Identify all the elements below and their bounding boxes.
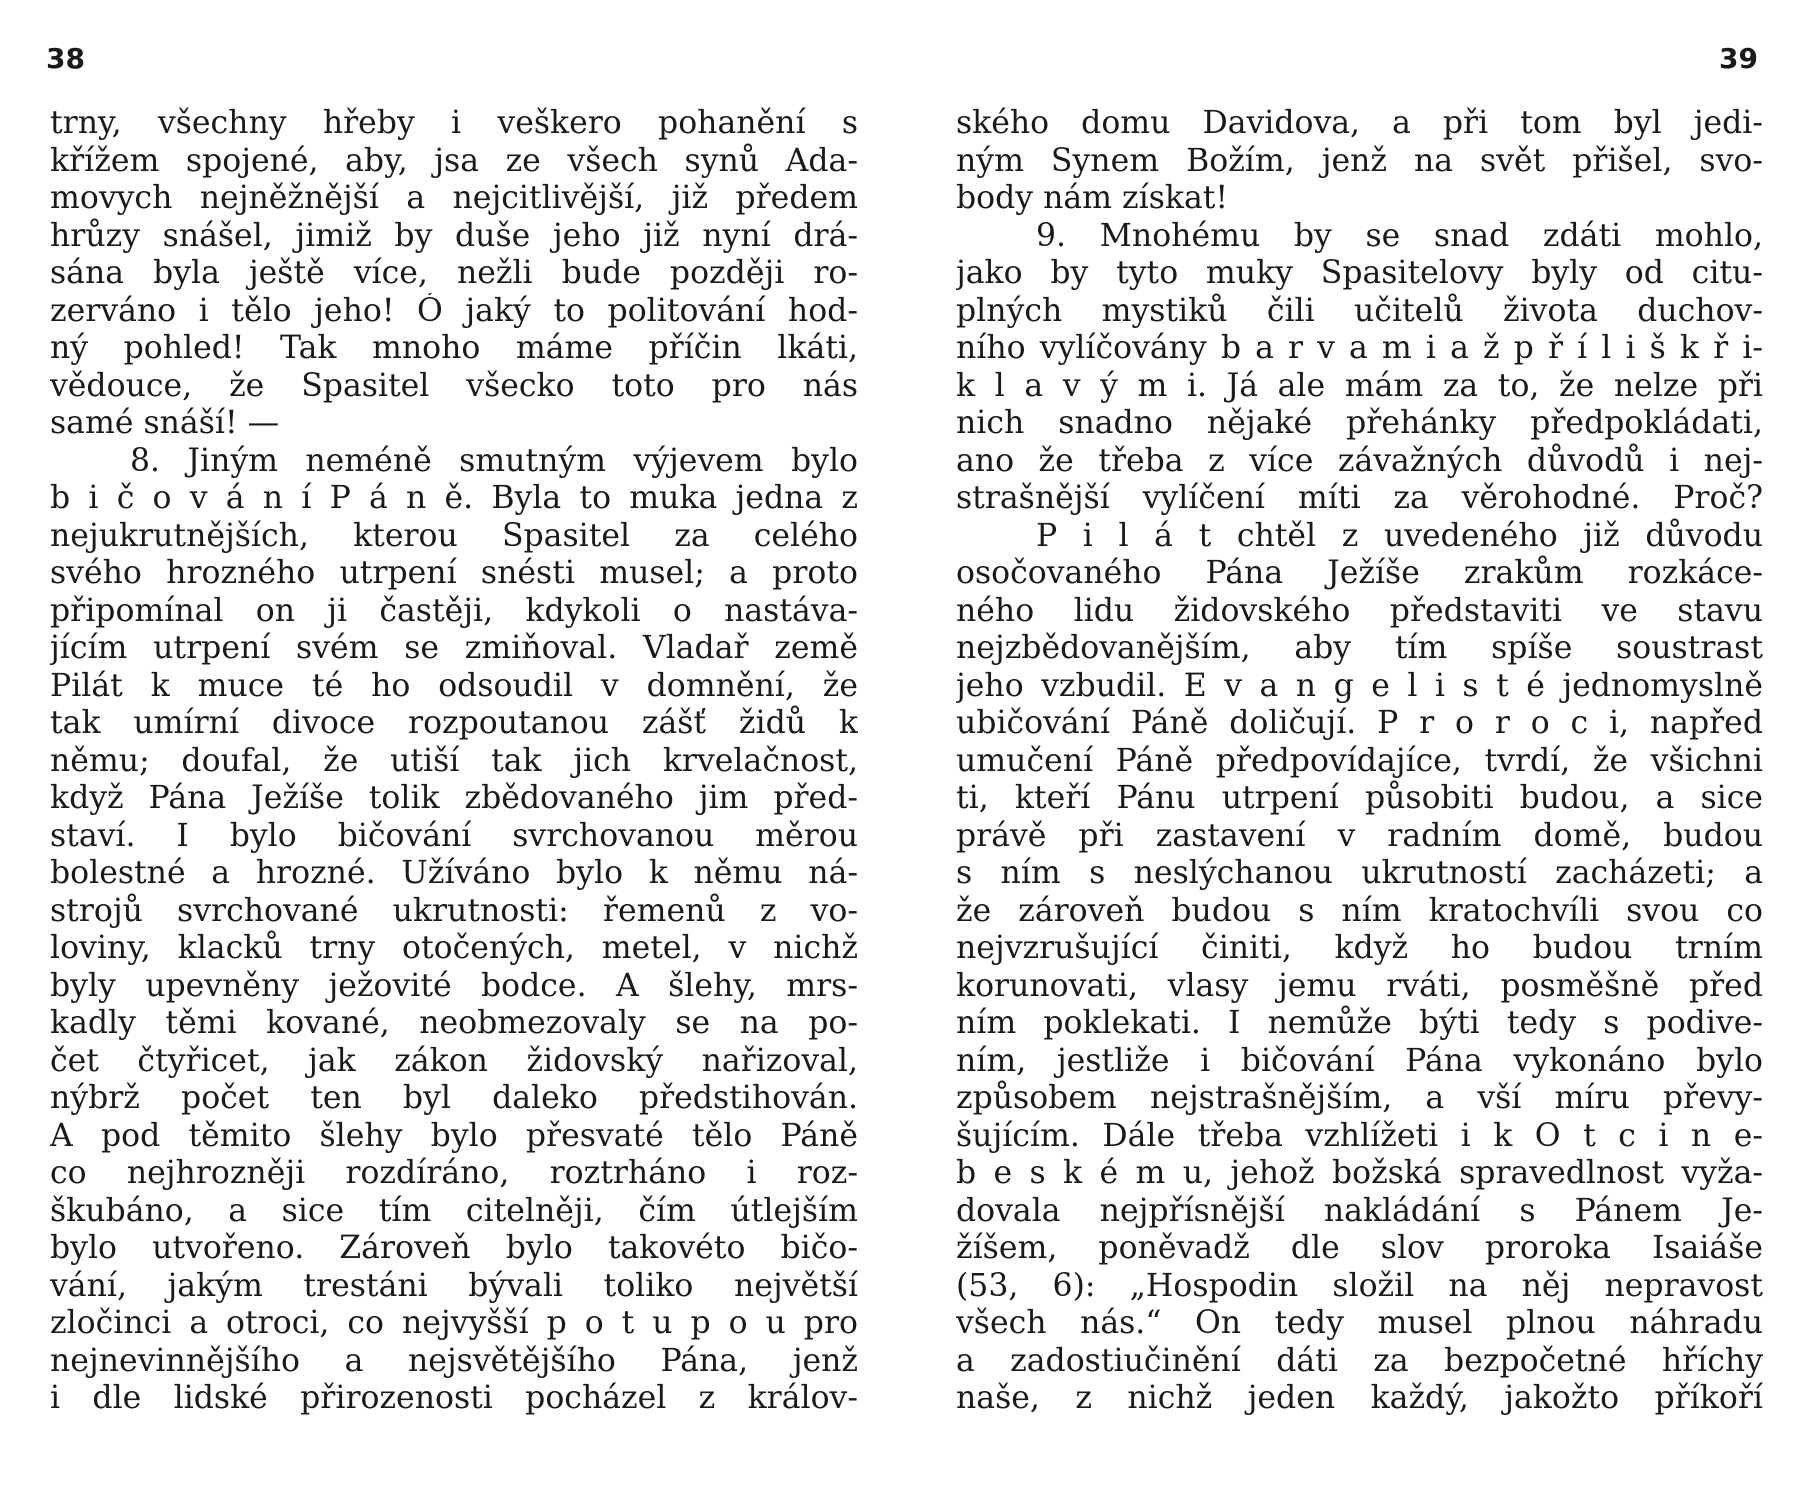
text-line: všech nás.“ On tedy musel plnou náhradu [956,1305,1763,1341]
text-line: nejzbědovanějším, aby tím spíše soustrast [956,630,1763,666]
text-line: hrůzy snášel, jimiž by duše jeho již nyní drá- [50,217,858,254]
text-line: samé snáší! — [50,405,280,441]
text-line: k l a v ý m i. Já ale mám za to, že nelze při [956,367,1763,404]
text-line: P i l á t chtěl z uvedeného již důvodu [1036,517,1763,554]
text-line: jeho vzbudil. E v a n g e l i s t é jednomyslně [956,667,1763,704]
text-line: žíšem, poněvadž dle slov proroka Isaiáše [956,1230,1763,1266]
text-line: plných mystiků čili učitelů života duchov- [956,292,1763,329]
text-line: ním, jestliže i bičování Pána vykonáno bylo [956,1042,1763,1079]
text-line: zerváno i tělo jeho! Ó jaký to politování hod- [50,292,858,329]
text-line: korunovati, vlasy jemu rváti, posměšně před [956,967,1763,1004]
text-line: ného lidu židovského představiti ve stavu [956,592,1763,629]
text-line: body nám získat! [956,180,1229,216]
text-line: strojů svrchované ukrutnosti: řemenů z vo- [50,892,858,929]
text-line: dovala nejpřísnější nakládání s Pánem Je- [956,1192,1763,1229]
text-line: strašnější vylíčení míti za věrohodné. Proč? [956,480,1763,516]
text-line: ti, kteří Pánu utrpení působiti budou, a sice [956,780,1763,816]
text-line: ního vylíčovány b a r v a m i a ž p ř í l i š k ř i- [956,330,1763,366]
text-line: nejnevinnějšího a nejsvětějšího Pána, jenž [50,1342,858,1379]
text-line: ano že třeba z více závažných důvodů i nej- [956,442,1763,479]
page-number: 39 [1719,42,1758,75]
text-line: jako by tyto muky Spasitelovy byly od citu- [956,255,1763,291]
text-line: když Pána Ježíše tolik zbědovaného jim před- [50,780,858,816]
text-line: ný pohled! Tak mnoho máme příčin lkáti, [50,330,858,366]
text-line: staví. I bylo bičování svrchovanou měrou [50,817,858,854]
text-line: b i č o v á n í P á n ě. Byla to muka jedna z [50,480,858,516]
text-line: i dle lidské přirozenosti pocházel z králov- [50,1380,858,1416]
text-line: způsobem nejstrašnějším, a vší míru převy- [956,1080,1763,1116]
right-page [901,0,1802,1500]
text-line: němu; doufal, že utiší tak jich krvelačnost, [50,742,858,779]
text-line: bylo utvořeno. Zároveň bylo takovéto bičo- [50,1230,858,1266]
text-line: (53, 6): „Hospodin složil na něj nepravost [956,1267,1763,1304]
text-line: čet čtyřicet, jak zákon židovský nařizoval, [50,1042,858,1079]
text-line: tak umírní divoce rozpoutanou zášť židů k [50,705,858,741]
text-line: loviny, klacků trny otočených, metel, v nichž [50,930,858,966]
text-line: ského domu Davidova, a při tom byl jedi- [956,105,1763,141]
text-line: trny, všechny hřeby i veškero pohanění s [50,105,858,141]
text-line: kadly těmi kované, neobmezovaly se na po- [50,1005,858,1041]
text-line: ním poklekati. I nemůže býti tedy s podive- [956,1005,1763,1041]
text-line: jícím utrpení svém se zmiňoval. Vladař země [50,630,858,666]
text-line: zločinci a otroci, co nejvyšší p o t u p o u pro [50,1305,858,1341]
text-line: A pod těmito šlehy bylo přesvaté tělo Páně [50,1117,858,1154]
text-line: osočovaného Pána Ježíše zrakům rozkácе- [956,555,1763,591]
text-line: bolestné a hrozné. Užíváno bylo k němu ná- [50,855,858,891]
text-line: křížem spojené, aby, jsa ze všech synů Ada- [50,142,858,179]
page-number: 38 [46,42,85,75]
text-line: ubičování Páně doličují. P r o r o c i, napřed [956,705,1763,741]
text-line: umučení Páně předpovídajíce, tvrdí, že všichni [956,742,1763,779]
text-line: šujícím. Dále třeba vzhlížeti i k O t c i n e- [956,1117,1763,1154]
text-line: připomínal on ji častěji, kdykoli o nastáva- [50,592,858,629]
text-line: a zadostiučinění dáti za bezpočetné hříchy [956,1342,1763,1379]
text-line: movych nejněžnější a nejcitlivější, již předem [50,180,858,216]
text-line: b e s k é m u, jehož božská spravedlnost vyža- [956,1155,1763,1191]
text-line: právě při zastavení v radním domě, budou [956,817,1763,854]
text-line: byly upevněny ježovité bodce. A šlehy, mrs- [50,967,858,1004]
text-line: s ním s neslýchanou ukrutností zacházeti; a [956,855,1763,891]
text-line: 9. Mnohému by se snad zdáti mohlo, [1036,217,1763,254]
text-line: že zároveň budou s ním kratochvíli svou co [956,892,1763,929]
text-line: svého hrozného utrpení snésti musel; a proto [50,555,858,591]
text-line: nich snadno nějaké přehánky předpokládati, [956,405,1763,441]
text-line: nejukrutnějších, kterou Spasitel za celého [50,517,858,554]
text-line: ným Synem Božím, jenž na svět přišel, svo- [956,142,1763,179]
text-line: vědouce, že Spasitel všecko toto pro nás [50,367,858,404]
text-line: Pilát k muce té ho odsoudil v domnění, že [50,667,858,704]
body-text [956,105,1763,1418]
text-line: vání, jakým trestáni bývali toliko největší [50,1267,858,1304]
text-line: co nejhrozněji rozdíráno, roztrháno i roz- [50,1155,858,1191]
text-line: nýbrž počet ten byl daleko předstihován. [50,1080,858,1116]
text-line: nejvzrušující činiti, když ho budou trním [956,930,1763,966]
text-line: naše, z nichž jeden každý, jakožto příkoří [956,1380,1763,1416]
text-line: škubáno, a sice tím citelněji, čím útlejším [50,1192,858,1229]
body-text [50,105,858,1418]
text-line: 8. Jiným neméně smutným výjevem bylo [130,442,858,479]
text-line: sána byla ještě více, nežli bude později ro- [50,255,858,291]
